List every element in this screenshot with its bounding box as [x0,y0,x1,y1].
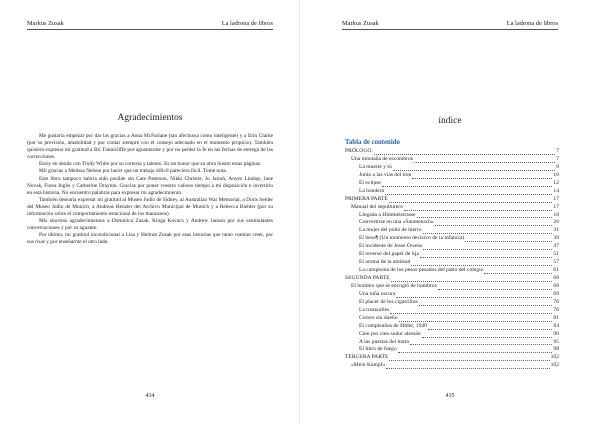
toc-entry-page: 68 [553,282,559,289]
toc-entry-page: 102 [550,354,559,361]
toc-entry-page: 51 [553,251,559,258]
header-book-title: La ladrona de libros [506,20,558,27]
toc-leader-dots [390,308,552,314]
header-rule [27,29,273,30]
toc-entry-page: 17 [553,203,559,210]
toc-leader-dots [423,228,553,234]
toc-entry-title: La muerte y tú [359,163,392,170]
toc-entry-title: Manual del sepulturero [351,203,403,210]
toc-entry[interactable] [345,243,559,251]
toc-entry-page: 76 [553,306,559,313]
toc-leader-dots [386,363,549,369]
toc-entry-title: El placer de los cigarrillos [359,298,418,305]
toc-leader-dots [410,339,552,345]
toc-entry[interactable] [345,235,559,243]
paragraph: Me gustaría empezar por dar las gracias a Anna McFarlane (tan afectuosa como inteligente) y a Erin Clarke (por su previsión, amabilidad y por contar siempre con el consejo adecuado en el momento propicio). También quisiera expresar mi gratitud a Bri Tunnicliffe por aguantarme y por no perder la fe en las fechas de entrega de las correcciones. [27,133,273,161]
toc-entry-page: 17 [553,195,559,202]
toc-entry-title: Cien por cien sudor alemán [359,330,421,337]
toc-entry-title: SEGUNDA PARTE [345,275,390,281]
toc-entry[interactable] [345,315,559,323]
toc-entry-title: La bandera [359,187,384,194]
toc-entry[interactable] [345,156,559,164]
toc-leader-dots [396,292,552,298]
toc-leader-dots [393,165,555,171]
section-title: índice [438,116,462,126]
toc-entry[interactable] [345,259,559,267]
toc-entry-title: Convertirse en una «Saumensch» [359,219,434,226]
toc-entry-title: El libro de fuego [359,346,397,353]
toc-leader-dots [420,252,553,258]
toc-leader-dots [435,220,553,226]
toc-entry[interactable] [345,180,559,188]
toc-entry[interactable] [345,275,559,283]
toc-leader-dots [438,284,553,290]
toc-leader-dots [417,212,553,218]
toc-leader-dots [385,189,552,195]
toc-entry-page: 14 [553,187,559,194]
toc-entry-page: 31 [553,227,559,234]
toc-leader-dots [484,268,552,274]
toc-entry-page: 81 [553,314,559,321]
toc-entry-page: 26 [553,219,559,226]
toc-entry-page: 18 [553,211,559,218]
toc-entry-title: El eclipse [359,179,381,186]
table-of-contents [345,148,559,370]
paragraph: Por último, mi gratitud incondicional a Lisa y Helmut Zusak por esas historias que tanto cuestan creer, por sus risas y por enseñarme el otro lado. [27,232,273,246]
toc-entry-page: 10 [553,171,559,178]
toc-entry-title: El hombre que se encogió de hombros [351,282,437,289]
toc-entry[interactable] [345,212,559,220]
header-book-title: La ladrona de libros [221,20,273,27]
header-author: Markus Zusak [342,20,379,27]
toc-leader-dots [391,276,553,282]
toc-entry[interactable] [345,362,559,370]
page-number: 435 [445,393,455,399]
toc-entry-title: El aroma de la amistad [359,259,411,266]
toc-leader-dots [428,324,552,330]
paragraph: Este libro tampoco habría sido posible sin Cate Paterson, Nikki Christer, Jo Jarrah, Anyez Lindop, Jane Novak, Fiona Inglis y Catherine Drayton. Gracias por poner vuestro valioso tiempo a mi disposición e invertirlo en esta historia. No encuentro palabras para expresar mi agradecimiento. [27,175,273,196]
toc-entry[interactable] [345,164,559,172]
toc-entry-title: El cumpleaños de Hitler, 1940 [359,322,427,329]
toc-entry-title: El reverso del papel de lija [359,251,419,258]
toc-entry[interactable] [345,307,559,315]
toc-entry-page: 98 [553,346,559,353]
toc-entry-title: El beso¶ (Un momento decisivo de la infancia) [359,235,465,242]
toc-entry-title: PRIMERA PARTE [345,195,388,202]
toc-entry-title: Una niña oscura [359,290,396,297]
toc-entry-page: 84 [553,322,559,329]
toc-entry-title: A las puertas del hurto [359,338,410,345]
toc-entry-page: 39 [553,235,559,242]
toc-entry-page: 90 [553,330,559,337]
toc-leader-dots [389,355,549,361]
toc-entry-page: 8 [556,163,559,170]
toc-entry-page: 7 [556,155,559,162]
toc-entry-title: La trotacalles [359,306,390,313]
paragraph: Estoy en deuda con Trudy White por su cortesía y talento. Es un honor que su obra ilustre estas páginas. [39,161,262,168]
toc-leader-dots [419,300,553,306]
toc-entry[interactable] [345,323,559,331]
toc-leader-dots [422,332,553,338]
toc-entry-page: 95 [553,338,559,345]
paragraph: Mis sinceros agradecimientos a Dominica Zusak, Kinga Kovacs y Andrew Janson por sus estimulantes conversaciones y por su aguante. [27,218,273,232]
toc-entry-title: PRÓLOGO. [345,148,373,154]
toc-entry[interactable] [345,196,559,204]
toc-entry[interactable] [345,346,559,354]
paragraph: Mil gracias a Melissa Nelson por hacer que un trabajo difícil pareciera fácil. Tomé nota. [39,168,227,175]
toc-entry[interactable] [345,188,559,196]
toc-entry[interactable] [345,267,559,275]
toc-leader-dots [412,173,552,179]
section-title: Agradecimientos [117,113,183,123]
page-number: 434 [145,393,155,399]
toc-entry[interactable] [345,299,559,307]
toc-heading: Tabla de contenido [345,139,400,146]
toc-entry-page: 68 [553,275,559,281]
paragraph: También desearía expresar mi gratitud al Museo Judío de Sidney, al Australian War Memorial, a Doris Seider del Museo Judío de Munich, a Andreas Heusler del Archivo Municipal de Munich y a Rebecca Biehler (por su información sobre el comportamiento estacional de los manzanos). [27,196,273,218]
toc-entry-title: Correo sin dueño [359,314,398,321]
toc-entry-title: El incidente de Jesse Owens [359,243,423,250]
toc-leader-dots [423,244,552,250]
toc-entry-title: La mujer del puño de hierro [359,227,422,234]
toc-entry[interactable] [345,331,559,339]
toc-entry-page: 102 [550,362,559,369]
toc-entry-title: «Mein Kampf» [351,362,386,369]
toc-leader-dots [374,149,555,155]
acknowledgements-text [27,133,273,247]
toc-leader-dots [382,181,553,187]
toc-entry-page: 7 [556,148,559,154]
toc-entry-title: TERCERA PARTE [345,354,389,361]
toc-leader-dots [465,236,552,242]
toc-leader-dots [404,205,553,211]
toc-entry[interactable] [345,172,559,180]
toc-entry-title: Una montaña de escombros [351,155,413,162]
toc-entry-page: 61 [553,267,559,274]
toc-entry-title: La campeona de los pesos pesados del patio del colegio [359,267,484,274]
toc-entry-page: 57 [553,259,559,266]
toc-entry-page: 47 [553,243,559,250]
toc-entry-title: Llegada a Himmelstrasse [359,211,416,218]
toc-entry[interactable] [345,219,559,227]
toc-entry-page: 69 [553,290,559,297]
toc-leader-dots [399,316,553,322]
header-rule [342,29,558,30]
toc-entry[interactable] [345,291,559,299]
toc-entry[interactable] [345,251,559,259]
toc-leader-dots [411,260,552,266]
toc-entry-title: Junto a las vías del tren [359,171,412,178]
toc-entry[interactable] [345,283,559,291]
toc-entry-page: 76 [553,298,559,305]
header-author: Markus Zusak [27,20,64,27]
toc-leader-dots [389,197,553,203]
toc-leader-dots [414,157,555,163]
toc-entry-page: 12 [553,179,559,186]
toc-leader-dots [398,347,553,353]
toc-entry[interactable] [345,204,559,212]
toc-entry[interactable] [345,148,559,156]
